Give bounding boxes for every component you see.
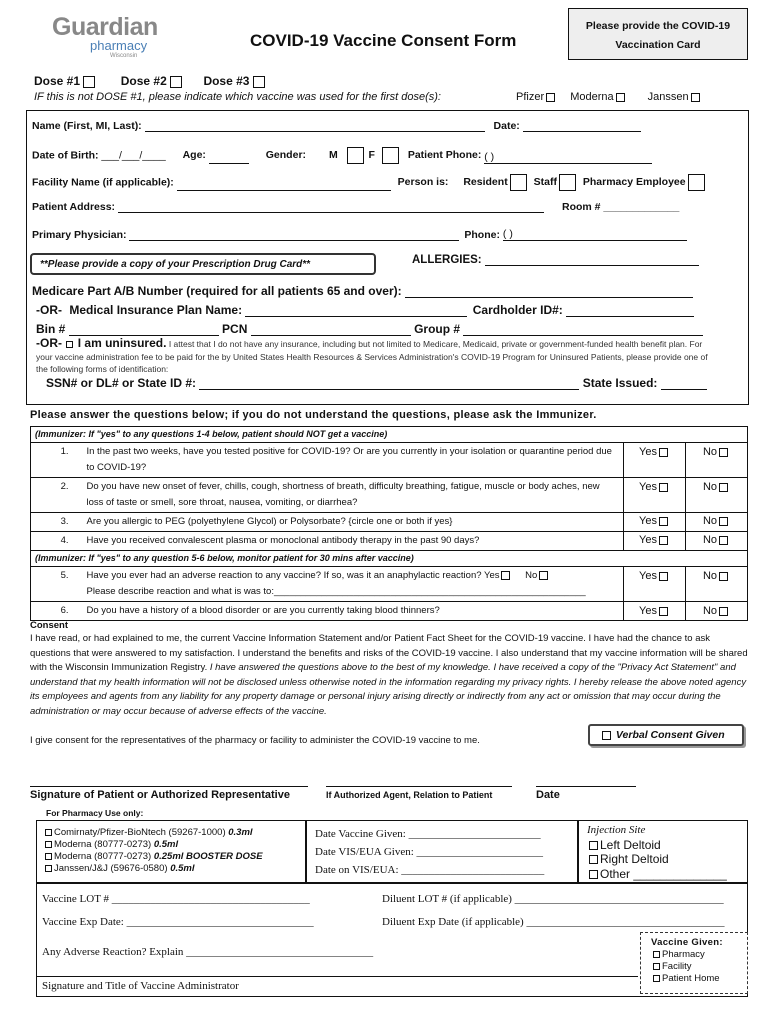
- person-is-label: Person is:: [397, 176, 449, 189]
- immunizer-note-1: (Immunizer: If "yes" to any questions 1-4 below, patient should NOT get a vaccine): [31, 427, 748, 443]
- dose2-label: Dose #2: [120, 74, 167, 88]
- dose3-label: Dose #3: [203, 74, 250, 88]
- pharmacy-employee-checkbox[interactable]: [688, 174, 705, 191]
- janssen-checkbox[interactable]: [691, 93, 700, 102]
- moderna-checkbox[interactable]: [616, 93, 625, 102]
- question-number: 1.: [31, 443, 83, 478]
- consent-text-2: I have answered the questions above to the best of my knowledge. I have received a copy of the "Privacy Act Statement" and understand that my health information will not be disclosed unless otherwise noted in the information regarding my privacy rights. I hereby release the above noted agency its employees and agents from any liability for any property damage or personal injury arising directly or indirectly from any act or omission that may occur during the administration or may occur because of adverse effects of the vaccine.: [30, 662, 747, 717]
- question-number: 6.: [31, 602, 83, 621]
- question-number: 2.: [31, 478, 83, 513]
- left-deltoid-option[interactable]: Left Deltoid: [587, 838, 747, 853]
- physician-label: Primary Physician:: [32, 229, 127, 241]
- vaccine-option[interactable]: Comirnaty/Pfizer-BioNtech (59267-1000) 0.3ml: [43, 827, 305, 839]
- pfizer-label: Pfizer: [516, 91, 545, 103]
- male-label: M: [328, 149, 338, 162]
- facility-label: Facility Name (if applicable):: [32, 176, 174, 189]
- patient-phone-label: Patient Phone:: [407, 149, 482, 162]
- rx-card-note: **Please provide a copy of your Prescription Drug Card**: [30, 253, 376, 275]
- vaccine-option[interactable]: Moderna (80777-0273) 0.5ml: [43, 839, 305, 851]
- medical-plan-label: Medical Insurance Plan Name:: [69, 303, 243, 317]
- date-vis-field[interactable]: Date VIS/EUA Given: _______________________: [315, 846, 544, 858]
- age-field[interactable]: [209, 153, 249, 164]
- question-text: Do you have new onset of fever, chills, cough, shortness of breath, difficulty breathing, fatigue, muscle or body aches, new loss of taste or smell, sore throat, nausea, vomiting, or diarrhea?: [83, 478, 624, 513]
- yes-option[interactable]: Yes: [624, 443, 686, 478]
- or-label-2: -OR-: [36, 336, 62, 350]
- logo-state: Wisconsin: [110, 53, 138, 59]
- moderna-label: Moderna: [570, 91, 614, 103]
- dose1-checkbox[interactable]: [83, 76, 95, 88]
- allergies-label: ALLERGIES:: [412, 254, 482, 266]
- right-deltoid-option[interactable]: Right Deltoid: [587, 852, 747, 867]
- diluent-lot-field[interactable]: Diluent LOT # (if applicable) ______________________________________: [382, 893, 724, 905]
- vaccine-option[interactable]: Janssen/J&J (59676-0580) 0.5ml: [43, 863, 305, 875]
- give-consent-text: I give consent for the representatives of the pharmacy or facility to administer the COVID-19 vaccine to me.: [30, 735, 480, 746]
- given-facility-option[interactable]: Facility: [651, 961, 747, 973]
- state-issued-field[interactable]: [661, 379, 707, 390]
- cardholder-field[interactable]: [566, 306, 694, 317]
- given-pharmacy-option[interactable]: Pharmacy: [651, 949, 747, 961]
- signature-date-label: Date: [536, 789, 560, 801]
- room-label[interactable]: Room # _____________: [562, 201, 680, 213]
- question-row: [31, 513, 748, 532]
- staff-checkbox[interactable]: [559, 174, 576, 191]
- dose1-label: Dose #1: [34, 74, 81, 88]
- no-option[interactable]: No: [686, 478, 748, 513]
- no-option[interactable]: No: [686, 567, 748, 602]
- address-field[interactable]: [118, 202, 544, 213]
- name-label: Name (First, MI, Last):: [32, 120, 142, 132]
- patient-phone-field[interactable]: ( ): [484, 151, 652, 164]
- question-row: [31, 532, 748, 551]
- group-field[interactable]: [463, 325, 703, 336]
- staff-label: Staff: [533, 176, 557, 189]
- vaccine-given-heading: Vaccine Given:: [651, 937, 723, 948]
- question-number: 3.: [31, 513, 83, 532]
- physician-phone-field[interactable]: ( ): [503, 228, 687, 241]
- resident-label: Resident: [463, 176, 508, 189]
- medicare-label: Medicare Part A/B Number (required for all patients 65 and over):: [32, 284, 402, 298]
- allergies-field[interactable]: [485, 255, 699, 266]
- resident-checkbox[interactable]: [510, 174, 527, 191]
- first-dose-question: IF this is not DOSE #1, please indicate which vaccine was used for the first dose(s):: [34, 91, 441, 103]
- other-site-option[interactable]: Other ______________: [587, 867, 747, 882]
- question-row: [31, 443, 748, 478]
- female-checkbox[interactable]: [382, 147, 399, 164]
- vaccine-given-box: [640, 932, 748, 994]
- reaction-describe-field[interactable]: Please describe reaction and what is was to:___________________________________________________________: [86, 586, 586, 597]
- date-on-vis-field[interactable]: Date on VIS/EUA: __________________________: [315, 864, 545, 876]
- age-label: Age:: [182, 149, 206, 162]
- logo-brand: Guardian: [52, 13, 158, 41]
- date-field[interactable]: [523, 121, 641, 132]
- vaccine-option[interactable]: Moderna (80777-0273) 0.25ml BOOSTER DOSE: [43, 851, 305, 863]
- physician-phone-label: Phone:: [464, 229, 500, 241]
- vaccine-product-box: [36, 820, 306, 883]
- admin-signature-label: Signature and Title of Vaccine Administrator: [42, 980, 239, 992]
- page-title: COVID-19 Vaccine Consent Form: [250, 31, 517, 50]
- dob-field[interactable]: ___/___/____: [101, 149, 166, 162]
- date-label: Date:: [493, 120, 520, 132]
- no-option[interactable]: No: [686, 443, 748, 478]
- date-given-field[interactable]: Date Vaccine Given: ________________________: [315, 828, 541, 840]
- anaphylactic-no-label: No: [525, 570, 538, 581]
- verbal-consent-checkbox[interactable]: [602, 731, 611, 740]
- uninsured-label: I am uninsured.: [77, 336, 167, 350]
- pcn-label: PCN: [222, 322, 248, 336]
- question-text: Do you have a history of a blood disorder or are you currently taking blood thinners?: [83, 602, 624, 621]
- yes-option[interactable]: Yes: [624, 532, 686, 551]
- ssn-label: SSN# or DL# or State ID #:: [46, 376, 197, 390]
- injection-site-box: [578, 820, 748, 883]
- vaccination-card-note: Please provide the COVID-19 Vaccination Card: [568, 8, 748, 60]
- uninsured-checkbox[interactable]: [66, 341, 73, 348]
- pcn-field[interactable]: [251, 325, 411, 336]
- consent-text: [30, 632, 750, 720]
- injection-site-heading: Injection Site: [587, 824, 646, 836]
- male-checkbox[interactable]: [347, 147, 364, 164]
- diluent-exp-field[interactable]: Diluent Exp Date (if applicable) ____________________________________: [382, 916, 725, 928]
- vaccine-exp-field[interactable]: Vaccine Exp Date: __________________________________: [42, 916, 314, 928]
- agent-relation-label: If Authorized Agent, Relation to Patient: [326, 790, 493, 800]
- gender-label: Gender:: [265, 149, 307, 162]
- consent-heading: Consent: [30, 620, 68, 631]
- dose2-checkbox[interactable]: [170, 76, 182, 88]
- no-option[interactable]: No: [686, 602, 748, 621]
- female-label: F: [368, 149, 375, 162]
- consent-text-1: I have read, or had explained to me, the current Vaccine Information Statement and/or Patient Fact Sheet for the COVID-19 vaccine. I have had the chance to ask questions that were answered to my satisfaction. I understand the benefits and risks of the COVID-19 vaccine. I also understand that my vaccine information will be shared with the Wisconsin Immunization Registry.: [30, 633, 748, 674]
- pharmacy-employee-label: Pharmacy Employee: [582, 176, 686, 189]
- pharmacy-use-heading: For Pharmacy Use only:: [46, 808, 144, 818]
- vis-dates-box: [306, 820, 578, 883]
- agent-relation-line[interactable]: [326, 786, 512, 787]
- medicare-field[interactable]: [405, 287, 693, 298]
- bin-label: Bin #: [36, 322, 66, 336]
- admin-signature-line[interactable]: [36, 976, 638, 977]
- no-option[interactable]: No: [686, 513, 748, 532]
- logo-sub: pharmacy: [90, 38, 148, 53]
- verbal-consent-box[interactable]: [588, 724, 744, 746]
- uninsured-text: I attest that I do not have any insurance, including but not limited to Medicare, Medicaid, private or government-funded health benefit plan. For your vaccine administration fee to be paid for the by United States Health Resources & Services Administration's COVID-19 Program for Uninsured Patients, please provide one of the following forms of identification:: [36, 339, 708, 374]
- medical-plan-field[interactable]: [245, 306, 467, 317]
- name-field[interactable]: [145, 121, 485, 132]
- signature-date-line[interactable]: [536, 786, 636, 787]
- question-row: [31, 567, 748, 602]
- no-option[interactable]: No: [686, 532, 748, 551]
- yes-option[interactable]: Yes: [624, 478, 686, 513]
- question-number: 4.: [31, 532, 83, 551]
- logo: [52, 13, 158, 66]
- yes-option[interactable]: Yes: [624, 567, 686, 602]
- question-row: [31, 602, 748, 621]
- patient-signature-line[interactable]: [30, 786, 308, 787]
- screening-questions-table: [30, 426, 748, 621]
- patient-signature-label: Signature of Patient or Authorized Representative: [30, 789, 290, 801]
- pfizer-checkbox[interactable]: [546, 93, 555, 102]
- yes-option[interactable]: Yes: [624, 602, 686, 621]
- ssn-field[interactable]: [199, 379, 579, 390]
- questions-heading: Please answer the questions below; if you do not understand the questions, please ask the Immunizer.: [30, 409, 597, 421]
- question-text: Have you received convalescent plasma or monoclonal antibody therapy in the past 90 days?: [83, 532, 624, 551]
- given-home-option[interactable]: Patient Home: [651, 973, 747, 985]
- anaphylactic-no-checkbox[interactable]: [539, 571, 548, 580]
- question-text: Are you allergic to PEG (polyethylene Glycol) or Polysorbate? {circle one or both if yes}: [83, 513, 624, 532]
- physician-field[interactable]: [129, 230, 459, 241]
- bin-field[interactable]: [69, 325, 219, 336]
- dose3-checkbox[interactable]: [253, 76, 265, 88]
- state-issued-label: State Issued:: [582, 376, 658, 390]
- facility-field[interactable]: [177, 180, 391, 191]
- anaphylactic-yes-checkbox[interactable]: [501, 571, 510, 580]
- address-label: Patient Address:: [32, 201, 116, 213]
- question-text: Have you ever had an adverse reaction to any vaccine? If so, was it an anaphylactic reaction? Yes: [86, 570, 500, 581]
- question-number: 5.: [31, 567, 83, 602]
- or-label-1: -OR-: [36, 303, 62, 317]
- cardholder-label: Cardholder ID#:: [472, 303, 563, 317]
- janssen-label: Janssen: [647, 91, 689, 103]
- adverse-reaction-field[interactable]: Any Adverse Reaction? Explain __________________________________: [42, 946, 374, 958]
- dob-label: Date of Birth:: [32, 149, 99, 162]
- immunizer-note-2: (Immunizer: If "yes" to any question 5-6 below, monitor patient for 30 mins after vaccine): [31, 551, 748, 567]
- vaccine-lot-field[interactable]: Vaccine LOT # ____________________________________: [42, 893, 310, 905]
- question-row: [31, 478, 748, 513]
- verbal-consent-label: Verbal Consent Given: [615, 729, 725, 741]
- question-text: In the past two weeks, have you tested positive for COVID-19? Or are you currently in your isolation or quarantine period due to COVID-19?: [83, 443, 624, 478]
- group-label: Group #: [414, 322, 461, 336]
- yes-option[interactable]: Yes: [624, 513, 686, 532]
